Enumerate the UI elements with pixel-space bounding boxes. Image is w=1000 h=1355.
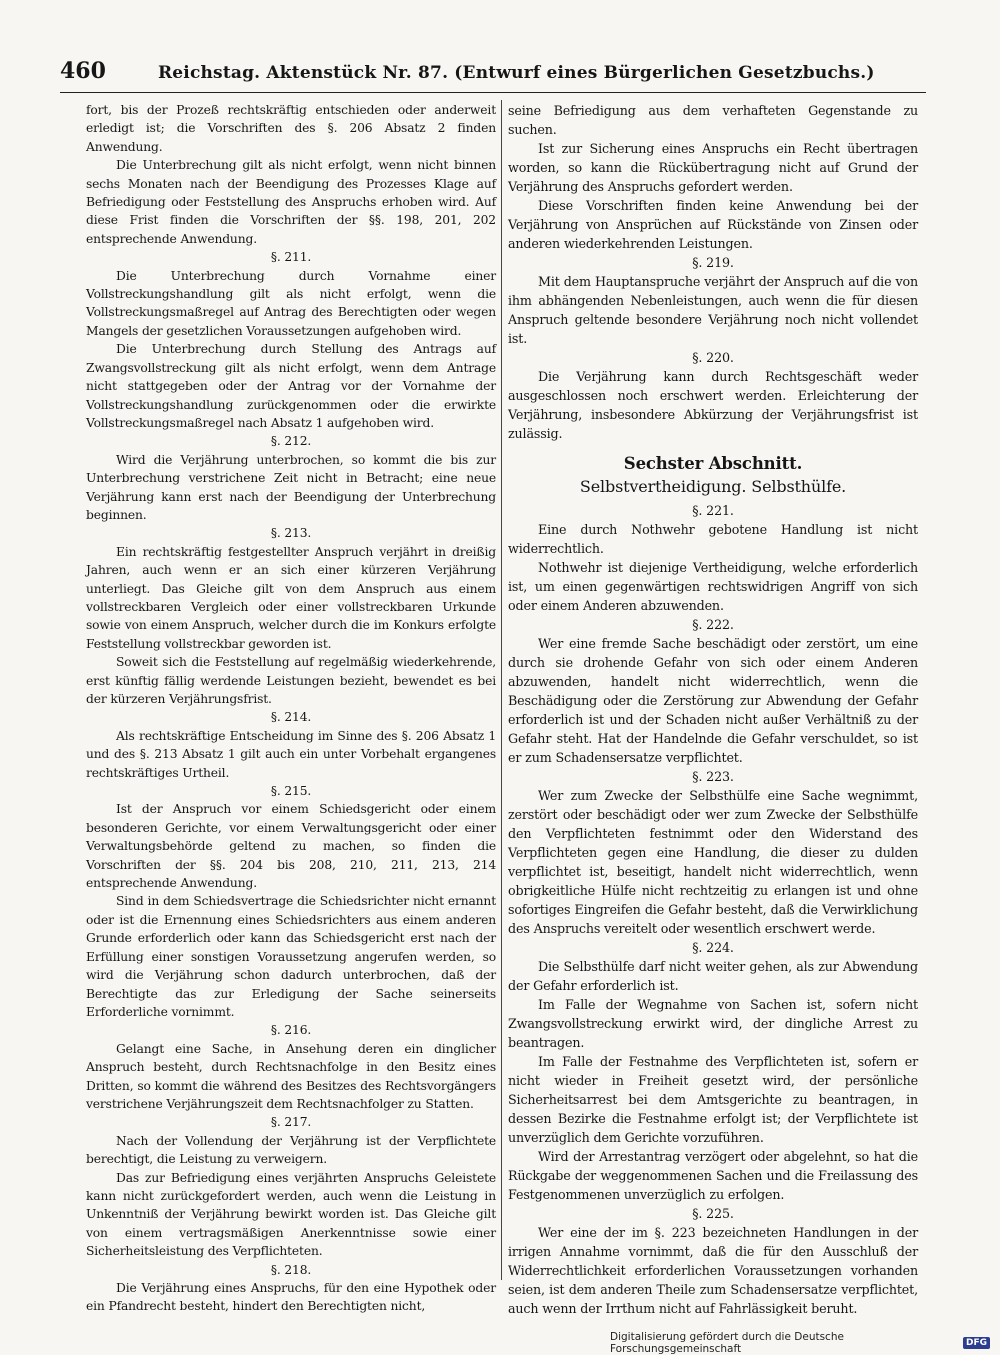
section-number: §. 218. [270,1262,312,1277]
paragraph: Die Selbsthülfe darf nicht weiter gehen, als zur Abwendung der Gefahr erforderlich ist. [508,959,918,993]
paragraph: Mit dem Hauptanspruche verjährt der Anspruch auf die von ihm abhängenden Nebenleistungen, auch wenn die für diesen Anspruch geltende besondere Verjährung noch nicht vollendet ist. [508,274,918,346]
section-number: §. 211. [270,250,312,265]
paragraph: Die Verjährung eines Anspruchs, für den eine Hypothek oder ein Pfandrecht besteht, hindert den Berechtigten nicht, [86,1281,496,1314]
section-number: §. 220. [692,350,734,365]
paragraph: Wer eine fremde Sache beschädigt oder zerstört, um eine durch sie drohende Gefahr von sich oder einem Anderen abzuwenden, handelt nicht widerrechtlich, wenn die Beschädigung oder die Zerstörung zur Abwendung der Gefahr erforderlich ist und der Schaden nicht außer Verhältniß zu der Gefahr steht. Hat der Handelnde die Gefahr verschuldet, so ist er zum Schadensersatze verpflichtet. [508,636,918,765]
paragraph: Diese Vorschriften finden keine Anwendung bei der Verjährung von Ansprüchen auf Rückstände von Zinsen oder anderen wiederkehrenden Leistungen. [508,198,918,251]
section-number: §. 214. [270,710,312,725]
paragraph: Soweit sich die Feststellung auf regelmäßig wiederkehrende, erst künftig fällig werdende Leistungen bezieht, bewendet es bei der kürzeren Verjährungsfrist. [86,655,496,706]
section-number: §. 212. [270,434,312,449]
paragraph: Ist der Anspruch vor einem Schiedsgericht oder einem besonderen Gerichte, vor einem Verwaltungsgericht oder einer Verwaltungsbehörde geltend zu machen, so finden die Vorschriften der §§. 204 bis 208, 210, 211, 213, 214 entsprechende Anwendung. [86,802,496,891]
chapter-title: Sechster Abschnitt. [623,454,803,473]
paragraph: Eine durch Nothwehr gebotene Handlung ist nicht widerrechtlich. [508,522,918,556]
header-rule [60,92,926,93]
paragraph: Die Unterbrechung gilt als nicht erfolgt, wenn nicht binnen sechs Monaten nach der Beendigung des Prozesses Klage auf Befriedigung oder Feststellung des Anspruchs erhoben wird. Auf diese Frist finden die Vorschriften der §§. 198, 201, 202 entsprechende Anwendung. [86,158,496,246]
paragraph: Wer zum Zwecke der Selbsthülfe eine Sache wegnimmt, zerstört oder beschädigt oder wer zum Zwecke der Selbsthülfe den Verpflichteten festnimmt oder den Widerstand des Verpflichteten gegen eine Handlung, die dieser zu dulden verpflichtet ist, beseitigt, handelt nicht widerrechtlich, wenn obrigkeitliche Hülfe nicht rechtzeitig zu erlangen ist und ohne sofortiges Eingreifen die Gefahr besteht, daß die Verwirklichung des Anspruchs vereitelt oder wesentlich erschwert werde. [508,788,918,936]
running-title: Reichstag. Aktenstück Nr. 87. (Entwurf eines Bürgerlichen Gesetzbuchs.) [157,63,875,83]
left-column [86,101,496,1316]
paragraph: Gelangt eine Sache, in Ansehung deren ein dinglicher Anspruch besteht, durch Rechtsnachfolge in den Besitz eines Dritten, so kommt die während des Besitzes des Rechtsvorgängers verstrichene Verjährungszeit dem Rechtsnachfolger zu Statten. [86,1041,496,1111]
paragraph: Als rechtskräftige Entscheidung im Sinne des §. 206 Absatz 1 und des §. 213 Absatz 1 gilt auch ein unter Vorbehalt ergangenes rechtskräftiges Urtheil. [86,728,496,780]
column-divider [501,100,502,1280]
paragraph: Das zur Befriedigung eines verjährten Anspruchs Geleistete kann nicht zurückgefordert werden, auch wenn die Leistung in Unkenntniß der Verjährung bewirkt worden ist. Das Gleiche gilt von einem vertragsmäßigen Anerkenntnisse sowie einer Sicherheitsleistung des Verpflichteten. [86,1170,496,1259]
section-number: §. 222. [692,617,734,632]
paragraph: Nach der Vollendung der Verjährung ist der Verpflichtete berechtigt, die Leistung zu verweigern. [86,1133,496,1167]
digitization-credit: Digitalisierung gefördert durch die Deutsche Forschungsgemeinschaft [610,1331,844,1355]
right-column [508,101,918,1318]
section-number: §. 224. [692,940,734,955]
paragraph: Die Verjährung kann durch Rechtsgeschäft weder ausgeschlossen noch erschwert werden. Erleichterung der Verjährung, insbesondere Abkürzung der Verjährungsfrist ist zulässig. [508,369,918,441]
paragraph: Ist zur Sicherung eines Anspruchs ein Recht übertragen worden, so kann die Rückübertragung nicht auf Grund der Verjährung des Anspruchs gefordert werden. [508,141,918,194]
paragraph: Nothwehr ist diejenige Vertheidigung, welche erforderlich ist, um einen gegenwärtigen rechtswidrigen Angriff von sich oder einem Anderen abzuwenden. [508,560,918,613]
paragraph-continuation: fort, bis der Prozeß rechtskräftig entschieden oder anderweit erledigt ist; die Vorschriften des §. 206 Absatz 2 finden Anwendung. [86,103,496,154]
section-number: §. 217. [270,1115,312,1130]
paragraph: Wird die Verjährung unterbrochen, so kommt die bis zur Unterbrechung verstrichene Zeit nicht in Betracht; eine neue Verjährung kann erst nach der Beendigung der Unterbrechung beginnen. [86,452,496,522]
paragraph: Wird der Arrestantrag verzögert oder abgelehnt, so hat die Rückgabe der weggenommenen Sachen und die Freilassung des Festgenommenen unverzüglich zu erfolgen. [508,1149,918,1202]
paragraph: Im Falle der Wegnahme von Sachen ist, sofern nicht Zwangsvollstreckung erwirkt wird, der dingliche Arrest zu beantragen. [508,997,918,1050]
page-footer [610,1331,990,1355]
section-number: §. 219. [692,255,734,270]
section-number: §. 216. [270,1023,312,1038]
paragraph: Die Unterbrechung durch Stellung des Antrags auf Zwangsvollstreckung gilt als nicht erfolgt, wenn dem Antrage nicht stattgegeben oder der Antrag vor der Vornahme der Vollstreckungshandlung zurückgenommen oder die erwirkte Vollstreckungsmaßregel nach Absatz 1 aufgehoben wird. [86,342,496,430]
section-number: §. 225. [692,1206,734,1221]
paragraph: Wer eine der im §. 223 bezeichneten Handlungen in der irrigen Annahme vornimmt, daß die für den Ausschluß der Widerrechtlichkeit erforderlichen Voraussetzungen vorhanden seien, ist dem anderen Theile zum Schadensersatze verpflichtet, auch wenn der Irrthum nicht auf Fahrlässigkeit beruht. [508,1225,918,1316]
section-number: §. 221. [692,503,734,518]
paragraph: Sind in dem Schiedsvertrage die Schiedsrichter nicht ernannt oder ist die Ernennung eines Schiedsrichters aus einem anderen Grunde erforderlich oder kann das Schiedsgericht erst nach der Erfüllung einer sonstigen Voraussetzung angerufen werden, so wird die Verjährung schon dadurch unterbrochen, daß der Berechtigte das zur Erledigung der Sache seinerseits Erforderliche vornimmt. [86,894,496,1019]
section-number: §. 223. [692,769,734,784]
paragraph-continuation: seine Befriedigung aus dem verhafteten Gegenstande zu suchen. [508,103,918,137]
dfg-logo: DFG [963,1337,990,1349]
paragraph: Im Falle der Festnahme des Verpflichteten ist, sofern er nicht wieder in Freiheit gesetzt wird, der persönliche Sicherheitsarrest bei dem Amtsgerichte zu beantragen, in dessen Bezirke die Festnahme erfolgt ist; der Verpflichtete ist unverzüglich dem Gerichte vorzuführen. [508,1054,918,1145]
paragraph: Die Unterbrechung durch Vornahme einer Vollstreckungshandlung gilt als nicht erfolgt, wenn die Vollstreckungsmaßregel auf Antrag des Berechtigten oder wegen Mangels der gesetzlichen Voraussetzungen aufgehoben wird. [86,268,496,338]
section-number: §. 215. [270,784,312,799]
page-header [60,58,926,84]
section-number: §. 213. [270,526,312,541]
chapter-subtitle: Selbstvertheidigung. Selbsthülfe. [579,477,847,496]
page-number: 460 [60,58,106,84]
paragraph: Ein rechtskräftig festgestellter Anspruch verjährt in dreißig Jahren, auch wenn er an sich einer kürzeren Verjährung unterliegt. Das Gleiche gilt von dem Anspruch aus einem vollstreckbaren Vergleich oder einer vollstreckbaren Urkunde sowie von einem Anspruch, welcher durch die im Konkurs erfolgte Feststellung vollstreckbar geworden ist. [86,544,496,651]
